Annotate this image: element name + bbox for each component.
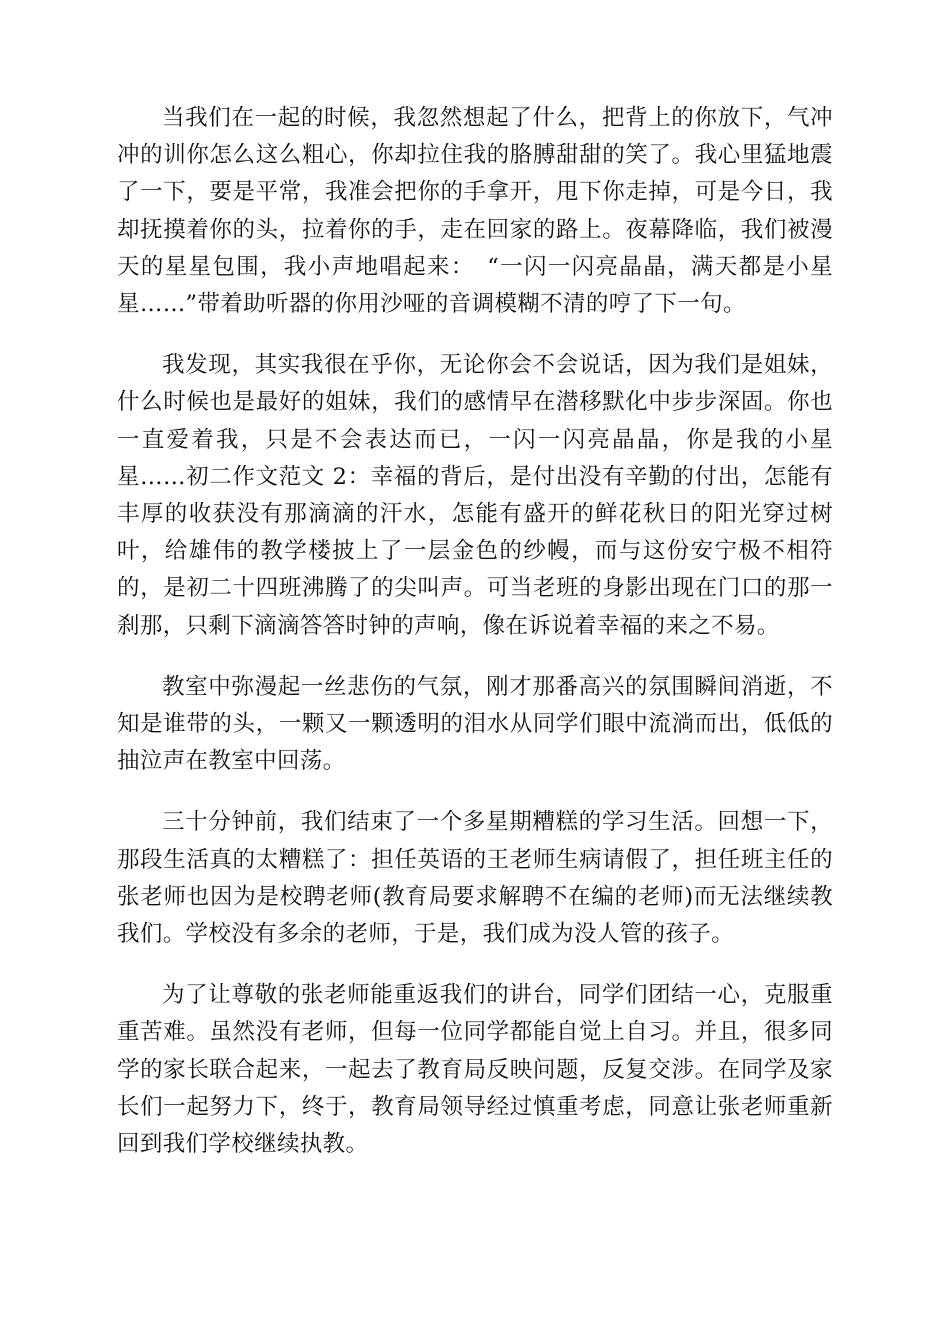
paragraph-3: 教室中弥漫起一丝悲伤的气氛，刚才那番高兴的氛围瞬间消逝，不知是谁带的头，一颗又一颗透明的泪水从同学们眼中流淌而出，低低的抽泣声在教室中回荡。 — [117, 673, 833, 775]
paragraph-2: 我发现，其实我很在乎你，无论你会不会说话，因为我们是姐妹，什么时候也是最好的姐妹，我们的感情早在潜移默化中步步深固。你也一直爱着我，只是不会表达而已，一闪一闪亮晶晶，你是我的小星星……初二作文范文 2：幸福的背后，是付出没有辛勤的付出，怎能有丰厚的收获没有那滴滴的汗水，怎能有盛开的鲜花秋日的阳光穿过树叶，给雄伟的教学楼披上了一层金色的纱幔，而与这份安宁极不相符的，是初二十四班沸腾了的尖叫声。可当老班的身影出现在门口的那一刹那，只剩下滴滴答答时钟的声响，像在诉说着幸福的来之不易。 — [117, 352, 833, 639]
paragraph-4: 三十分钟前，我们结束了一个多星期糟糕的学习生活。回想一下，那段生活真的太糟糕了：担任英语的王老师生病请假了，担任班主任的张老师也因为是校聘老师(教育局要求解聘不在编的老师)而无法继续教我们。学校没有多余的老师，于是，我们成为没人管的孩子。 — [117, 809, 833, 948]
document-page — [117, 100, 833, 1187]
paragraph-5: 为了让尊敬的张老师能重返我们的讲台，同学们团结一心，克服重重苦难。虽然没有老师，但每一位同学都能自觉上自习。并且，很多同学的家长联合起来，一起去了教育局反映问题，反复交涉。在同学及家长们一起努力下，终于，教育局领导经过慎重考虑，同意让张老师重新回到我们学校继续执教。 — [117, 982, 833, 1158]
paragraph-1: 当我们在一起的时候，我忽然想起了什么，把背上的你放下，气冲冲的训你怎么这么粗心，你却拉住我的胳膊甜甜的笑了。我心里猛地震了一下，要是平常，我准会把你的手拿开，甩下你走掉，可是今日，我却抚摸着你的头，拉着你的手，走在回家的路上。夜幕降临，我们被漫天的星星包围，我小声地唱起来： “一闪一闪亮晶晶，满天都是小星星……”带着助听器的你用沙哑的音调模糊不清的哼了下一句。 — [117, 105, 833, 318]
